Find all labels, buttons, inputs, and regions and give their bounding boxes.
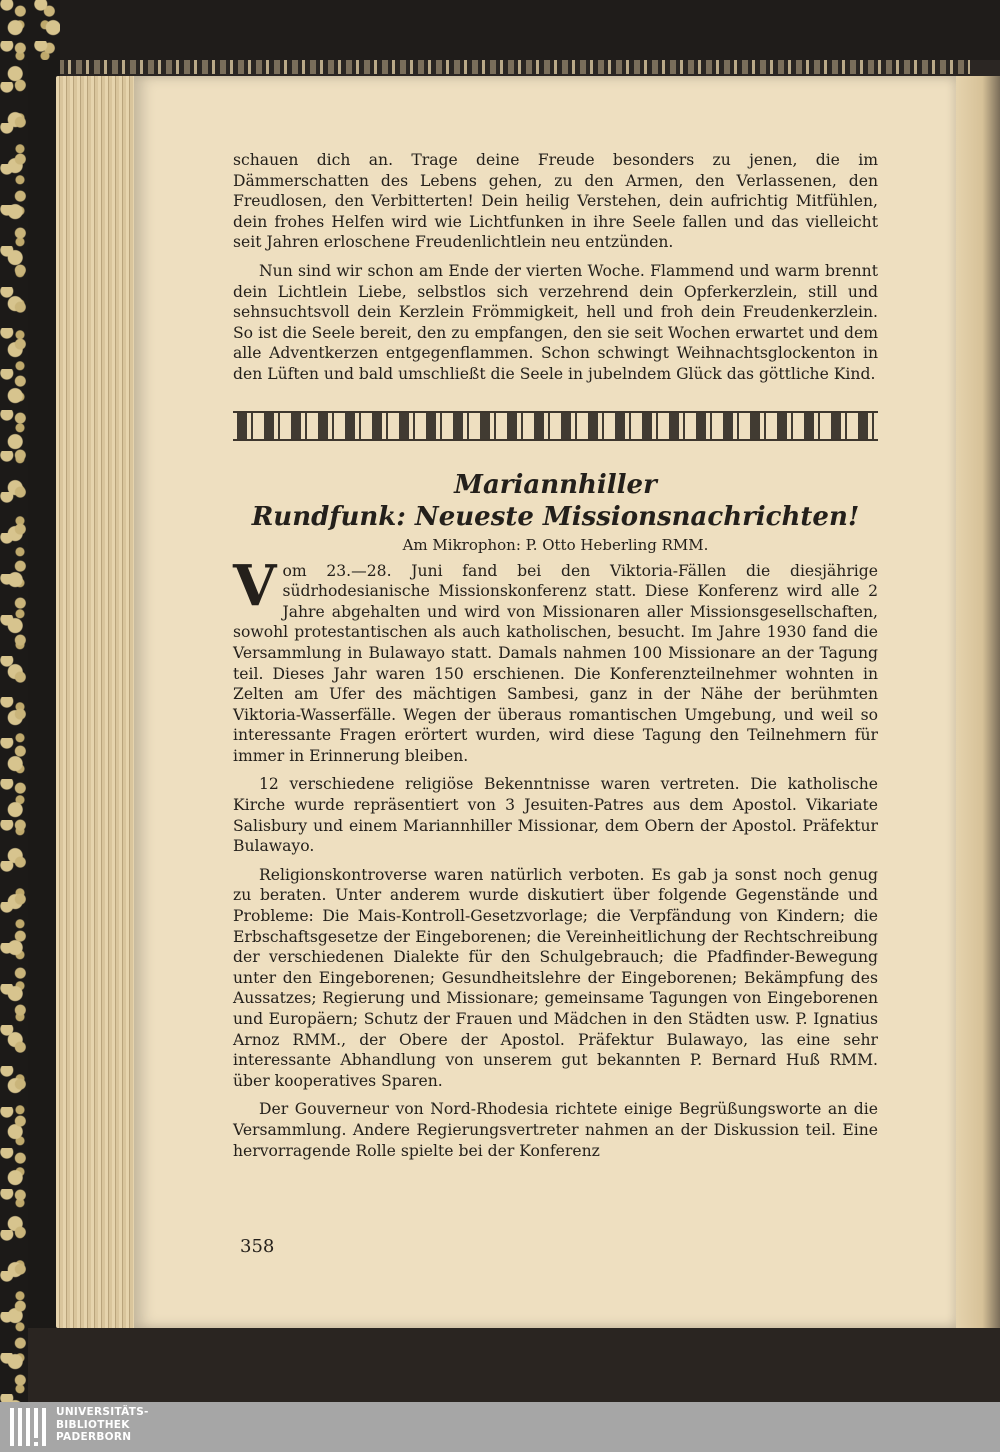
library-name-line3: PADERBORN (56, 1431, 132, 1443)
library-logo-icon (8, 1406, 52, 1448)
article-paragraph-4: Der Gouverneur von Nord-Rhodesia richtete einige Begrüßungsworte an die Versammlung. Andere Regierungsvertreter nahmen an der Diskussion teil. Eine hervorragende Rolle spielte bei der Konferenz (233, 1100, 878, 1160)
first-paragraph-text: om 23.—28. Juni fand bei den Viktoria-Fällen die diesjährige südrhodesianische Missionskonferenz statt. Diese Konferenz wird alle 2 Jahre abgehalten und wird von Missionaren aller Missionsgesellschaften, sowohl protestantischen als auch katholischen, besucht. Im Jahre 1930 fand die Versammlung in Bulawayo statt. Damals nahmen 100 Missionare an der Tagung teil. Dieses Jahr waren 150 erschienen. Die Konferenzteilnehmer wohnten in Zelten am Ufer des mächtigen Sambesi, ganz in der Nähe der berühmten Viktoria-Wasserfälle. Wegen der überaus romantischen Umgebung, und weil so interessante Fragen erörtert wurden, wird diese Tagung den Teilnehmern für immer in Erinnerung bleiben. (233, 561, 878, 765)
scan-background-bottom (28, 1328, 1000, 1402)
next-page-edge (956, 76, 1000, 1328)
library-name-line1: UNIVERSITÄTS- (56, 1406, 149, 1418)
drop-cap: V (233, 552, 277, 619)
article-title-line1: Mariannhiller (454, 469, 657, 500)
article-first-paragraph (233, 552, 878, 767)
article-byline: Am Mikrophon: P. Otto Heberling RMM. (402, 535, 709, 554)
paragraph-top-2: Nun sind wir schon am Ende der vierten Woche. Flammend und warm brennt dein Lichtlein Liebe, selbstlos sich verzehrend dein Opferkerzlein, still und sehnsuchtsvoll dein Kerzlein Frömmigkeit, hell und froh dein Freudenkerzlein. So ist die Seele bereit, den zu empfangen, den sie seit Wochen erwartet und dem alle Adventkerzen entgegenflammen. Schon schwingt Weihnachtsglockenton in den Lüften und bald umschließt die Seele in jubelndem Glück das göttliche Kind. (233, 261, 878, 383)
page-content (233, 150, 878, 1169)
library-footer (0, 1402, 1000, 1452)
article-paragraph-2: 12 verschiedene religiöse Bekenntnisse waren vertreten. Die katholische Kirche wurde repräsentiert von 3 Jesuiten-Patres aus dem Apostol. Vikariate Salisbury und einem Mariannhiller Missionar, dem Obern der Apostol. Präfektur Bulawayo. (233, 775, 878, 856)
article-title-line2: Rundfunk: Neueste Missionsnachrichten! (251, 501, 860, 532)
library-name-line2: BIBLIOTHEK (56, 1418, 130, 1431)
ornamental-divider (233, 411, 878, 441)
page-block-edges (56, 76, 134, 1328)
library-name (56, 1406, 149, 1444)
article-paragraph-3: Religionskontroverse waren natürlich verboten. Es gab ja sonst noch genug zu beraten. Unter anderem wurde diskutiert über folgende Gegenstände und Probleme: Die Mais-Kontroll-Gesetzvorlage; die Verpfändung von Kindern; die Erbschaftsgesetze der Eingeborenen; die Vereinheitlichung der Rechtschreibung der verschiedenen Dialekte für den Schulgebrauch; die Pfadfinder-Bewegung unter den Eingeborenen; Gesundheitslehre der Eingeborenen; Bekämpfung des Aussatzes; Regierung und Missionare; gemeinsame Tagungen von Eingeborenen und Europäern; Schutz der Frauen und Mädchen in den Städten usw. P. Ignatius Arnoz RMM., der Obere der Apostol. Präfektur Bulawayo, las eine sehr interessante Abhandlung von unserem gut bekannten P. Bernard Huß RMM. über kooperatives Sparen. (233, 865, 878, 1090)
scan-background (60, 0, 1000, 60)
paragraph-top-1: schauen dich an. Trage deine Freude besonders zu jenen, die im Dämmerschatten des Lebens gehen, zu den Armen, den Verlassenen, den Freudlosen, den Verbitterten! Dein heilig Verstehen, dein aufrichtig Mitfühlen, dein frohes Helfen wird wie Lichtfunken in ihre Seele fallen und das vielleicht seit Jahren erloschene Freudenlichtlein neu entzünden. (233, 151, 878, 252)
headband-strip (40, 60, 970, 74)
page-number: 358 (240, 1236, 275, 1257)
